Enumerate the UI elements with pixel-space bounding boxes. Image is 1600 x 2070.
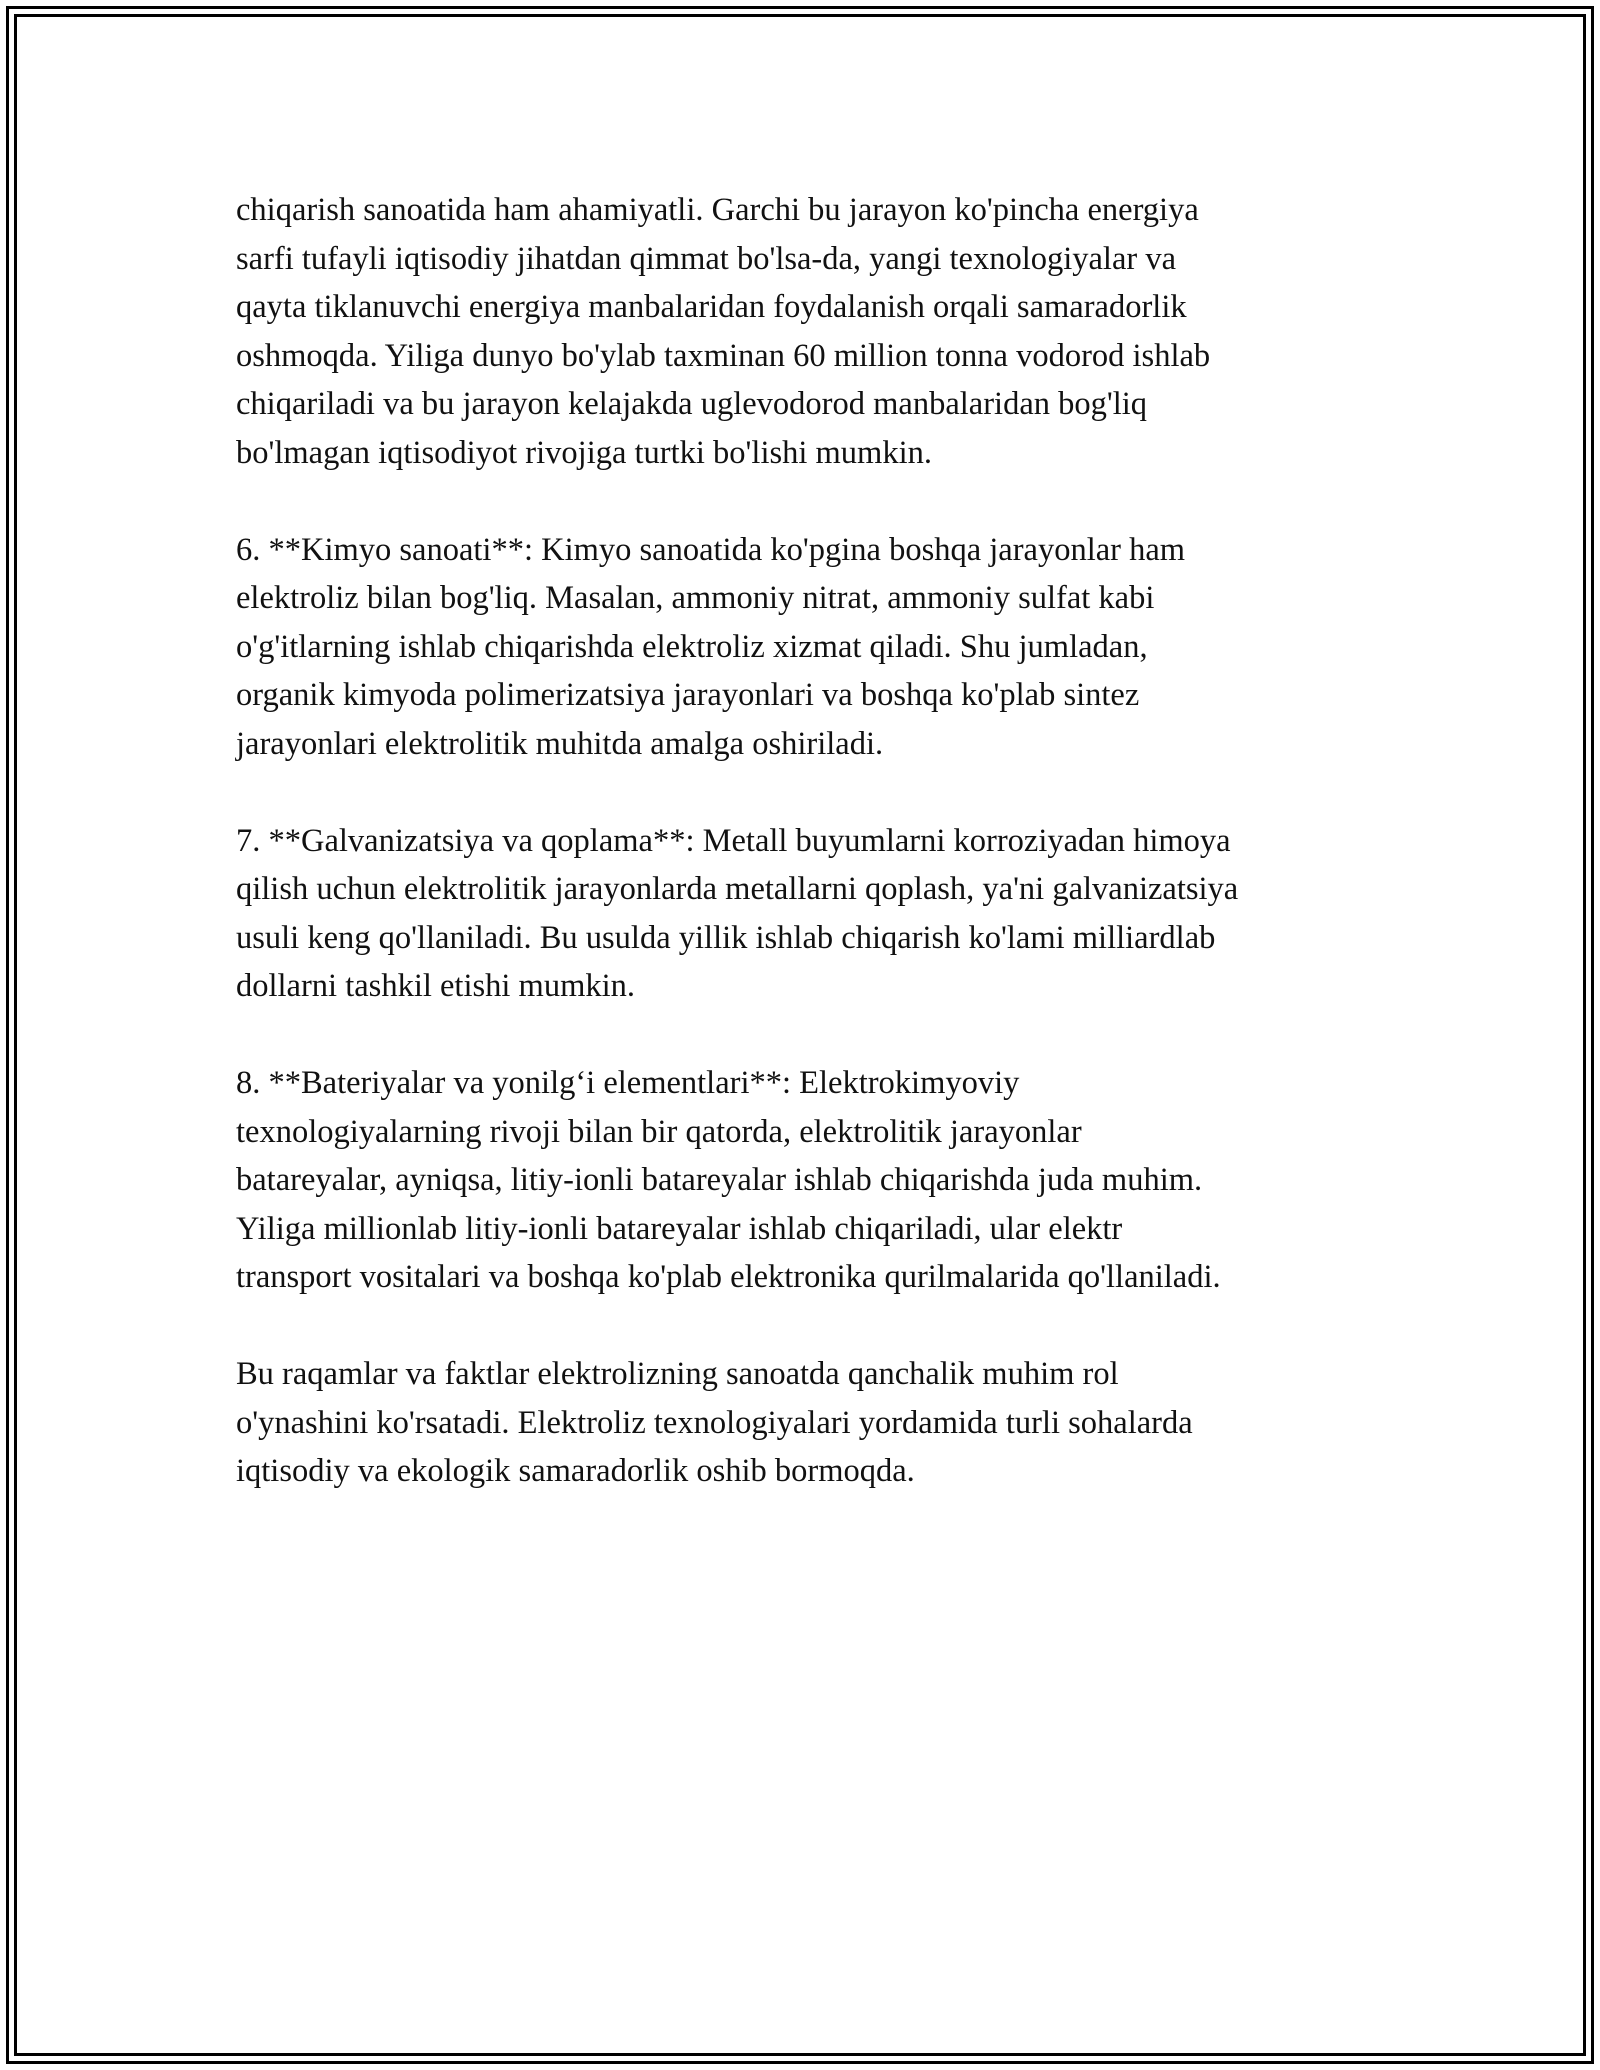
text-line: chiqariladi va bu jarayon kelajakda uglevodorod manbalaridan bog'liq — [236, 386, 1148, 422]
text-line: dollarni tashkil etishi mumkin. — [236, 968, 635, 1004]
text-line: o'ynashini ko'rsatadi. Elektroliz texnologiyalari yordamida turli sohalarda — [236, 1404, 1193, 1441]
document-body — [236, 186, 1376, 1544]
text-line: Yiliga millionlab litiy-ionli batareyalar ishlab chiqariladi, ular elektr — [236, 1210, 1123, 1247]
text-line: organik kimyoda polimerizatsiya jarayonlari va boshqa ko'plab sintez — [236, 677, 1140, 713]
paragraph-chemical-industry — [236, 526, 1376, 769]
text-line: o'g'itlarning ishlab chiqarishda elektroliz xizmat qiladi. Shu jumladan, — [236, 628, 1148, 665]
text-line: usuli keng qo'llaniladi. Bu usulda yillik ishlab chiqarish ko'lami milliardlab — [236, 919, 1216, 956]
text-line: batareyalar, ayniqsa, litiy-ionli batareyalar ishlab chiqarishda juda muhim. — [236, 1162, 1203, 1198]
text-line: texnologiyalarning rivoji bilan bir qatorda, elektrolitik jarayonlar — [236, 1113, 1082, 1150]
paragraph-hydrogen-continued — [236, 186, 1376, 477]
text-line: 8. **Bateriyalar va yonilg‘i elementlari**: Elektrokimyoviy — [236, 1065, 1020, 1101]
text-line: transport vositalari va boshqa ko'plab elektronika qurilmalarida qo'llaniladi. — [236, 1259, 1221, 1295]
text-line: qilish uchun elektrolitik jarayonlarda metallarni qoplash, ya'ni galvanizatsiya — [236, 871, 1239, 907]
text-line: iqtisodiy va ekologik samaradorlik oshib bormoqda. — [236, 1453, 915, 1489]
paragraph-conclusion — [236, 1350, 1376, 1496]
text-line: 7. **Galvanizatsiya va qoplama**: Metall buyumlarni korroziyadan himoya — [236, 822, 1231, 859]
text-line: elektroliz bilan bog'liq. Masalan, ammoniy nitrat, ammoniy sulfat kabi — [236, 580, 1155, 616]
paragraph-galvanization — [236, 817, 1376, 1011]
text-line: Bu raqamlar va faktlar elektrolizning sanoatda qanchalik muhim rol — [236, 1356, 1119, 1392]
text-line: qayta tiklanuvchi energiya manbalaridan foydalanish orqali samaradorlik — [236, 289, 1187, 325]
text-line: bo'lmagan iqtisodiyot rivojiga turtki bo'lishi mumkin. — [236, 434, 932, 471]
text-line: chiqarish sanoatida ham ahamiyatli. Garchi bu jarayon ko'pincha energiya — [236, 192, 1199, 228]
text-line: oshmoqda. Yiliga dunyo bo'ylab taxminan 60 million tonna vodorod ishlab — [236, 337, 1211, 374]
paragraph-batteries — [236, 1059, 1376, 1302]
text-line: sarfi tufayli iqtisodiy jihatdan qimmat bo'lsa-da, yangi texnologiyalar va — [236, 240, 1177, 277]
text-line: 6. **Kimyo sanoati**: Kimyo sanoatida ko'pgina boshqa jarayonlar ham — [236, 531, 1186, 568]
text-line: jarayonlari elektrolitik muhitda amalga oshiriladi. — [236, 725, 884, 762]
